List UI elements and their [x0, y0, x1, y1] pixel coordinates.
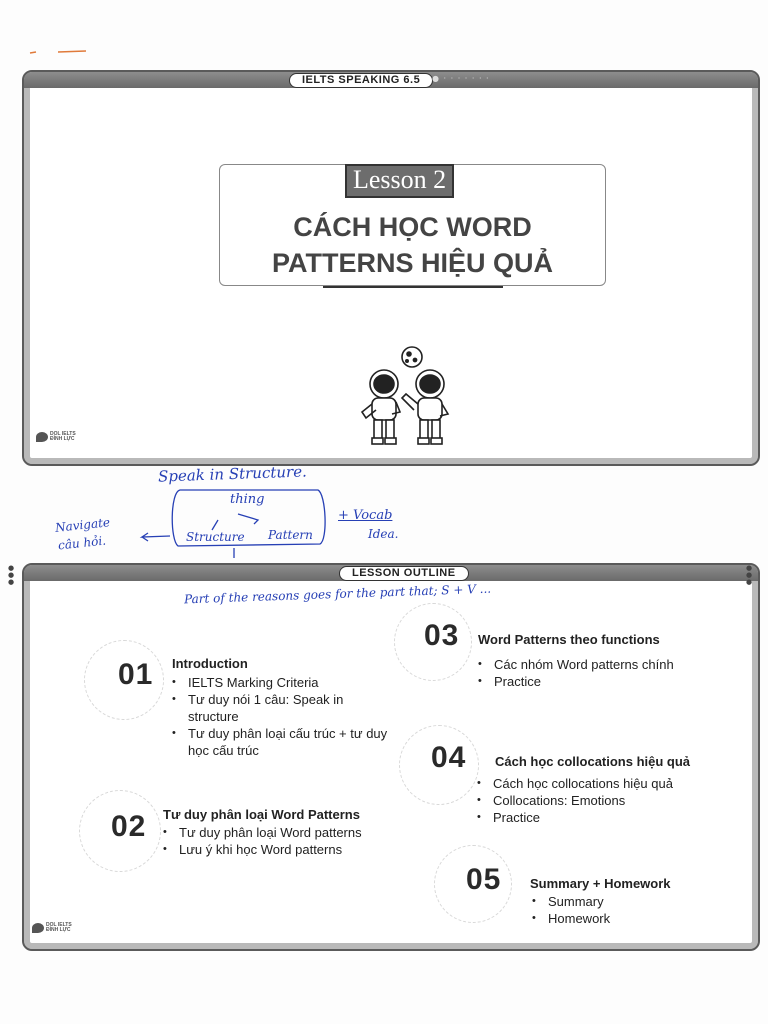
logo-line-2: ĐÌNH LỰC [50, 436, 75, 442]
note-navigate: Navigate [54, 515, 111, 535]
section-items [476, 656, 716, 690]
note-vocab: + Vocab [338, 508, 393, 523]
section-number: 01 [118, 658, 154, 691]
note-thing: thing [230, 492, 265, 507]
note-pattern: Pattern [268, 528, 313, 542]
section-number: 05 [466, 863, 502, 896]
outline-section-01 [84, 640, 404, 758]
section-title: Introduction [172, 656, 248, 671]
section-items [161, 824, 371, 858]
list-item: • Collocations: Emotions [475, 792, 725, 809]
dol-logo-text [46, 923, 72, 933]
right-dots: ● ● ● [746, 564, 753, 586]
outline-section-02 [79, 790, 399, 880]
section-number: 03 [424, 619, 460, 652]
list-item: • Tư duy nói 1 câu: Speak in structure [170, 691, 390, 725]
list-item: • Lưu ý khi học Word patterns [161, 841, 371, 858]
list-item: • Practice [475, 809, 725, 826]
title-card [219, 164, 606, 286]
section-title: Summary + Homework [530, 876, 671, 891]
slide-outline [8, 563, 760, 951]
section-title: Tư duy phân loại Word Patterns [163, 807, 360, 822]
logo-line-1: DOL IELTS [50, 431, 76, 437]
dol-logo-icon [32, 923, 44, 933]
section-title: Cách học collocations hiệu quả [495, 754, 691, 769]
list-item: • Tư duy phân loại cấu trúc + tư duy học cấu trúc [170, 725, 390, 759]
astronauts-illustration [354, 342, 464, 447]
note-part-of-reasons: Part of the reasons goes for the part that; S + V ... [183, 581, 492, 607]
dol-logo [32, 923, 72, 933]
list-item: • Practice [476, 673, 716, 690]
slide-title [22, 70, 760, 466]
note-structure: Structure [186, 530, 245, 544]
logo-line-1: DOL IELTS [46, 922, 72, 928]
dol-logo-text [50, 432, 76, 442]
list-item: • Các nhóm Word patterns chính [476, 656, 716, 673]
left-dots: ● ● ● [8, 564, 15, 586]
list-item: • Summary [530, 893, 710, 910]
dol-logo-icon [36, 432, 48, 442]
title-underline [323, 286, 503, 288]
lesson-title: CÁCH HỌC WORD PATTERNS HIỆU QUẢ [271, 212, 553, 278]
outline-section-05 [434, 845, 734, 935]
list-item: • Cách học collocations hiệu quả [475, 775, 725, 792]
logo-line-2: ĐÌNH LỰC [46, 927, 71, 933]
header-dots: ● · · · · · · · [432, 74, 490, 83]
outline-section-03 [394, 603, 724, 693]
list-item: • IELTS Marking Criteria [170, 674, 390, 691]
dol-logo [36, 432, 76, 442]
section-title: Word Patterns theo functions [478, 632, 660, 647]
section-items [475, 775, 725, 826]
list-item: • Homework [530, 910, 710, 927]
slide-header-label: IELTS SPEAKING 6.5 [289, 73, 433, 88]
note-speak-in-structure: Speak in Structure. [157, 462, 308, 486]
list-item: • Tư duy phân loại Word patterns [161, 824, 371, 841]
scan-mark [28, 40, 88, 44]
section-items [170, 674, 390, 759]
outline-section-04 [399, 725, 729, 825]
note-cau-hoi: câu hỏi. [57, 533, 107, 553]
slide-header-label: LESSON OUTLINE [339, 566, 469, 581]
section-number: 04 [431, 741, 467, 774]
scan-mark-svg [28, 49, 88, 55]
section-number: 02 [111, 810, 147, 843]
section-items [530, 893, 710, 927]
note-idea: Idea. [368, 527, 399, 541]
lesson-badge: Lesson 2 [345, 164, 454, 198]
